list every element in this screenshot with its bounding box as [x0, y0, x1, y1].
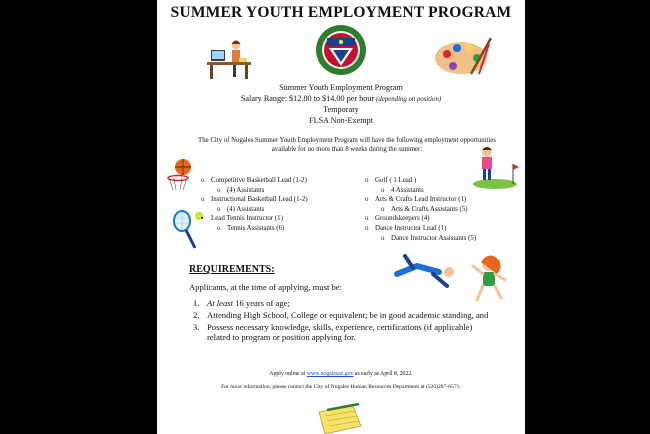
basketball-hoop-illustration — [165, 158, 195, 194]
program-name: Summer Youth Employment Program — [279, 83, 403, 92]
salary-note: (depending on position) — [376, 96, 442, 103]
requirement-emphasis: At least — [207, 298, 234, 308]
list-item: 2. Attending High School, College or equivalent; be in good academic standing, and — [193, 309, 489, 320]
apply-line: Apply online at www.nogalesaz.gov as early as April 8, 2022. — [269, 371, 413, 377]
left-positions-list — [197, 176, 308, 234]
right-positions-list — [361, 176, 476, 243]
salary-line — [157, 94, 525, 106]
dancers-illustration — [393, 252, 511, 302]
intro-paragraph: The City of Nogales Summer Youth Employment Program will have the following employment opportunities available for no more than 8 weeks during the summer: — [198, 137, 496, 153]
list-item: o Golf ( 1 Lead ) — [365, 177, 417, 184]
list-item: ▪ Lead Tennis Instructor (1) — [201, 215, 283, 223]
notepad-pencil-illustration — [315, 402, 365, 434]
apply-link[interactable]: www.nogalesaz.gov — [306, 371, 354, 377]
salary-range: Salary Range: $12.80 to $14.00 per hour — [240, 94, 375, 103]
list-item: o 4 Assistants — [381, 186, 424, 194]
list-item: o Dance Instructor Assistants (5) — [381, 234, 477, 242]
flyer-page — [157, 0, 525, 434]
contact-line: For more information, please contact the City of Nogales Human Resources Department at (520)287-6571. — [221, 384, 461, 390]
city-seal-logo — [315, 24, 367, 76]
list-item: o Arts & Crafts Lead Instructor (1) — [365, 196, 467, 204]
list-item: o Groundskeepers (4) — [365, 215, 430, 223]
list-item: 1. At least 16 years of age; — [193, 298, 290, 308]
list-item: o Instructional Basketball Lead (1-2) — [201, 196, 308, 204]
list-item: o Dance Instructor Lead (1) — [365, 224, 447, 232]
office-worker-illustration — [205, 36, 255, 80]
list-item: o (4) Assistants — [217, 186, 265, 194]
requirements-list — [189, 298, 489, 344]
list-item: o Arts & Crafts Assistants (5) — [381, 205, 468, 213]
paint-palette-illustration — [431, 34, 495, 78]
flyer-title: SUMMER YOUTH EMPLOYMENT PROGRAM — [170, 4, 512, 21]
job-type: Temporary — [323, 105, 359, 114]
requirements-heading: REQUIREMENTS: — [189, 264, 275, 275]
list-item: o Tennis Assistants (6) — [217, 224, 285, 232]
golfer-illustration — [473, 144, 519, 190]
flsa-status: FLSA Non-Exempt — [309, 116, 373, 125]
list-item: o Competitive Basketball Lead (1-2) — [201, 177, 307, 184]
list-item: o (4) Assistants — [217, 205, 265, 213]
requirements-intro: Applicants, at the time of applying, must be: — [189, 282, 342, 292]
list-item: 3. Possess necessary knowledge, skills, experience, certifications (if applicable) related to program or position applying for. — [193, 321, 473, 343]
